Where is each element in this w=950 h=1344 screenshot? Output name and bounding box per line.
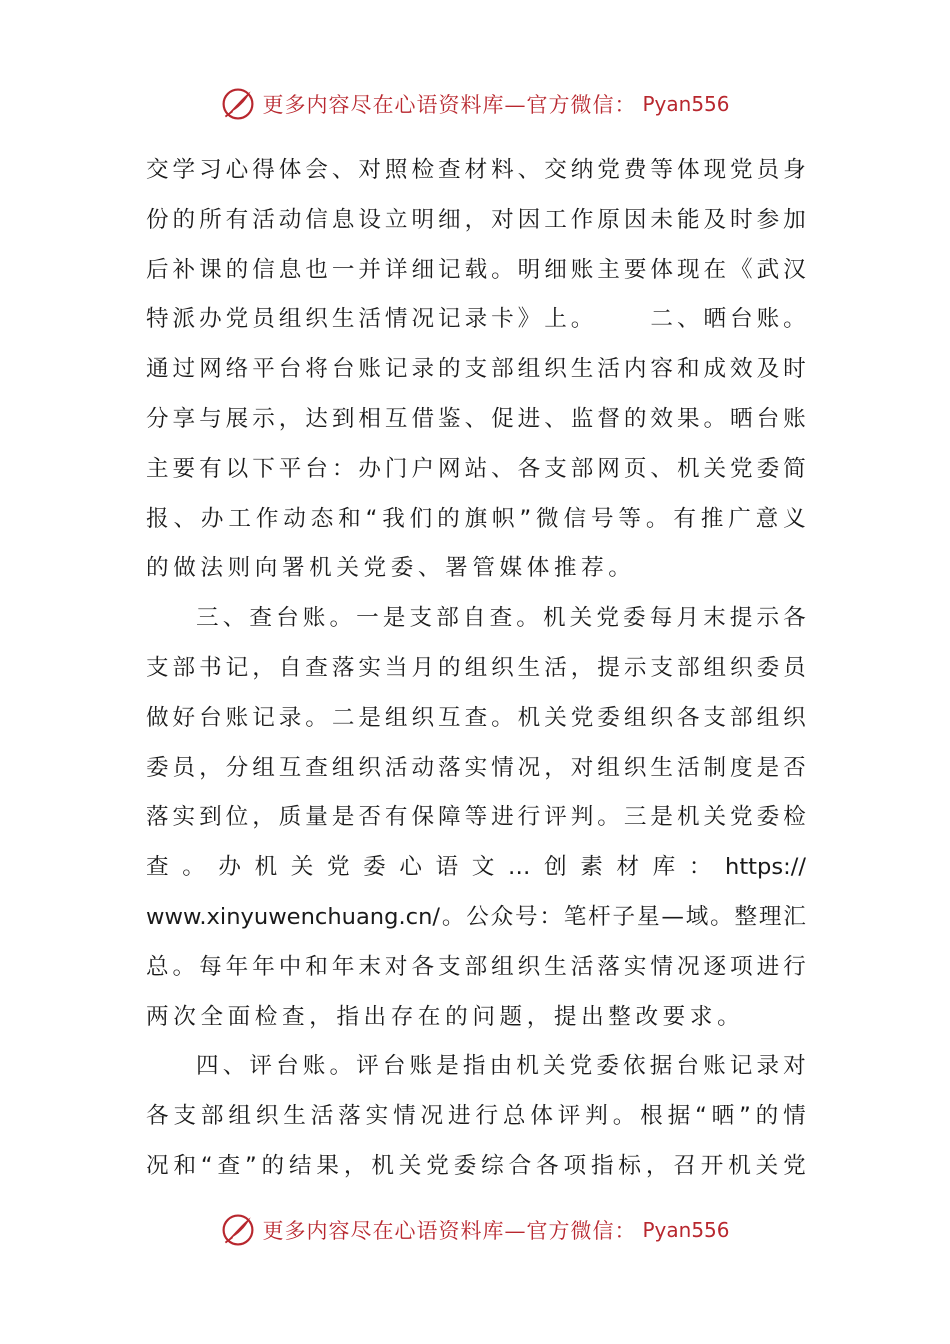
body-line: 通 过 网 络 平 台 将 台 账 记 录 的 支 部 组 织 生 活 内 容 和 成 效 及 时 [146, 356, 806, 383]
page-header [0, 82, 950, 126]
body-line: 总 。 每 年 年 中 和 年 末 对 各 支 部 组 织 生 活 落 实 情 况 逐 项 进 行 [146, 953, 806, 980]
body-line: 分 享 与 展 示 ， 达 到 相 互 借 鉴 、 促 进 、 监 督 的 效 果 。 晒 台 账 [146, 405, 806, 432]
body-line: 特 派 办 党 员 组 织 生 活 情 况 记 录 卡 》 上 。 二 、 晒 台 账 。 [146, 306, 806, 333]
body-line: 各 支 部 组 织 生 活 落 实 情 况 进 行 总 体 评 判 。 根 据 “ 晒 ” 的 情 [146, 1103, 806, 1130]
body-line: 报 、 办 工 作 动 态 和 “ 我 们 的 旗 帜 ” 微 信 号 等 。 有 推 广 意 义 [146, 505, 806, 532]
body-line: 查 。 办 机 关 党 委 心 语 文 … 创 素 材 库 ： https:// [146, 854, 806, 881]
body-line: 支 部 书 记 ， 自 查 落 实 当 月 的 组 织 生 活 ， 提 示 支 部 组 织 委 员 [146, 654, 806, 681]
quill-logo-icon [220, 1212, 256, 1248]
header-banner [220, 86, 729, 122]
body-line: 交 学 习 心 得 体 会 、 对 照 检 查 材 料 、 交 纳 党 费 等 体 现 党 员 身 [146, 157, 806, 183]
document-body [146, 146, 806, 1192]
header-banner-text: 更多内容尽在心语资料库—官方微信： [262, 93, 637, 117]
body-line: 落 实 到 位 ， 质 量 是 否 有 保 障 等 进 行 评 判 。 三 是 机 关 党 委 检 [146, 804, 806, 831]
body-line: 委 员 ， 分 组 互 查 组 织 活 动 落 实 情 况 ， 对 组 织 生 活 制 度 是 否 [146, 754, 806, 781]
body-line: 两次全面检查，指出存在的问题，提出整改要求。 [146, 1003, 745, 1030]
body-line: 后 补 课 的 信 息 也 一 并 详 细 记 载 。 明 细 账 主 要 体 现 在 《 武 汉 [146, 256, 806, 283]
body-line: 做 好 台 账 记 录 。 二 是 组 织 互 查 。 机 关 党 委 组 织 各 支 部 组 织 [146, 704, 806, 731]
body-line: 况 和 “ 查 ” 的 结 果 ， 机 关 党 委 综 合 各 项 指 标 ， 召 开 机 关 党 [146, 1152, 806, 1179]
body-line: www.xinyuwenchuang.cn/ 。 公 众 号 ： 笔 杆 子 星 — 域 。 整 理 汇 [146, 903, 806, 930]
body-line: 四 、 评 台 账 。 评 台 账 是 指 由 机 关 党 委 依 据 台 账 记 录 对 [196, 1053, 806, 1080]
footer-wechat-id: Pyan556 [642, 1218, 730, 1242]
body-line: 三 、 查 台 账 。 一 是 支 部 自 查 。 机 关 党 委 每 月 末 提 示 各 [196, 605, 806, 632]
body-line: 主 要 有 以 下 平 台 ： 办 门 户 网 站 、 各 支 部 网 页 、 机 关 党 委 简 [146, 455, 806, 482]
footer-banner-text: 更多内容尽在心语资料库—官方微信： [262, 1219, 637, 1243]
footer-banner [220, 1212, 729, 1248]
quill-logo-icon [220, 86, 256, 122]
body-line: 份 的 所 有 活 动 信 息 设 立 明 细 ， 对 因 工 作 原 因 未 能 及 时 参 加 [146, 206, 806, 233]
header-wechat-id: Pyan556 [642, 92, 730, 116]
body-line: 的做法则向署机关党委、署管媒体推荐。 [146, 555, 636, 582]
page-footer [0, 1208, 950, 1252]
